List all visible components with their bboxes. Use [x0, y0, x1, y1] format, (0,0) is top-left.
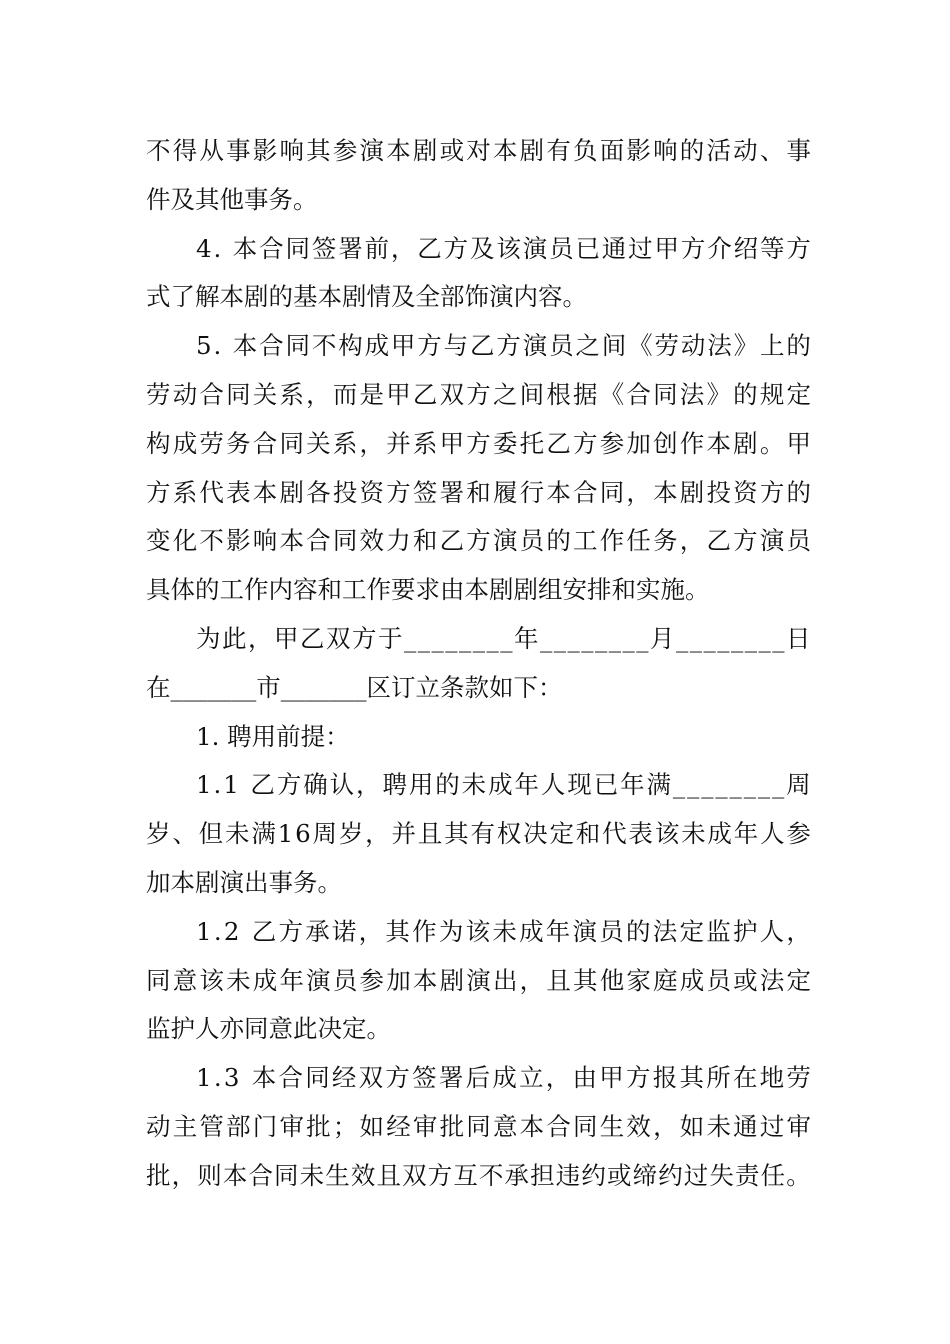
contract-body-text — [146, 127, 811, 1201]
clause-4-line: 4 . 本 合 同 签 署 前 ， 乙 方 及 该 演 员 已 通 过 甲 方 介 绍 等 方 — [196, 233, 811, 263]
agreement-date-line: 为 此 ， 甲 乙 双 方 于 _ _ _ _ _ _ _ _ 年 _ _ _ _ _ _ _ _ 月 _ _ _ _ _ _ _ _ 日 — [196, 623, 811, 653]
text-line: 劳 动 合 同 关 系 ， 而 是 甲 乙 双 方 之 间 根 据 《 合 同 法 》 的 规 定 — [146, 379, 811, 409]
text-line: 件及其他事务。 — [146, 184, 318, 214]
agreement-place-line: 在_______市_______区订立条款如下： — [146, 672, 563, 702]
text-line: 动 主 管 部 门 审 批 ； 如 经 审 批 同 意 本 合 同 生 效 ， 如 未 通 过 审 — [146, 1111, 811, 1141]
text-line: 变 化 不 影 响 本 合 同 效 力 和 乙 方 演 员 的 工 作 任 务 ， 乙 方 演 员 — [146, 526, 811, 556]
text-line: 批 ， 则 本 合 同 未 生 效 且 双 方 互 不 承 担 违 约 或 缔 约 过 失 责 任 。 — [146, 1160, 811, 1190]
text-line: 式了解本剧的基本剧情及全部饰演内容。 — [146, 282, 587, 312]
clause-1-1-line: 1 . 1 乙 方 确 认 ， 聘 用 的 未 成 年 人 现 已 年 满 _ _ _ _ _ _ _ _ 周 — [196, 770, 811, 800]
section-1-heading: 1. 聘用前提： — [196, 721, 350, 751]
text-line: 构 成 劳 务 合 同 关 系 ， 并 系 甲 方 委 托 乙 方 参 加 创 作 本 剧 。 甲 — [146, 428, 811, 458]
text-line: 不 得 从 事 影 响 其 参 演 本 剧 或 对 本 剧 有 负 面 影 响 的 活 动 、 事 — [146, 136, 811, 165]
text-line: 监护人亦同意此决定。 — [146, 1014, 391, 1044]
text-line: 加本剧演出事务。 — [146, 867, 342, 897]
clause-1-2-line: 1 . 2 乙 方 承 诺 ， 其 作 为 该 未 成 年 演 员 的 法 定 监 护 人 ， — [196, 916, 811, 946]
text-line: 具体的工作内容和工作要求由本剧剧组安排和实施。 — [146, 575, 710, 605]
text-line: 方 系 代 表 本 剧 各 投 资 方 签 署 和 履 行 本 合 同 ， 本 剧 投 资 方 的 — [146, 477, 811, 507]
clause-1-3-line: 1 . 3 本 合 同 经 双 方 签 署 后 成 立 ， 由 甲 方 报 其 所 在 地 劳 — [196, 1063, 811, 1093]
text-line: 同 意 该 未 成 年 演 员 参 加 本 剧 演 出 ， 且 其 他 家 庭 成 员 或 法 定 — [146, 965, 811, 995]
text-line: 岁 、 但 未 满 1 6 周 岁 ， 并 且 其 有 权 决 定 和 代 表 该 未 成 年 人 参 — [146, 819, 811, 849]
clause-5-line: 5 . 本 合 同 不 构 成 甲 方 与 乙 方 演 员 之 间 《 劳 动 法 》 上 的 — [196, 331, 811, 361]
